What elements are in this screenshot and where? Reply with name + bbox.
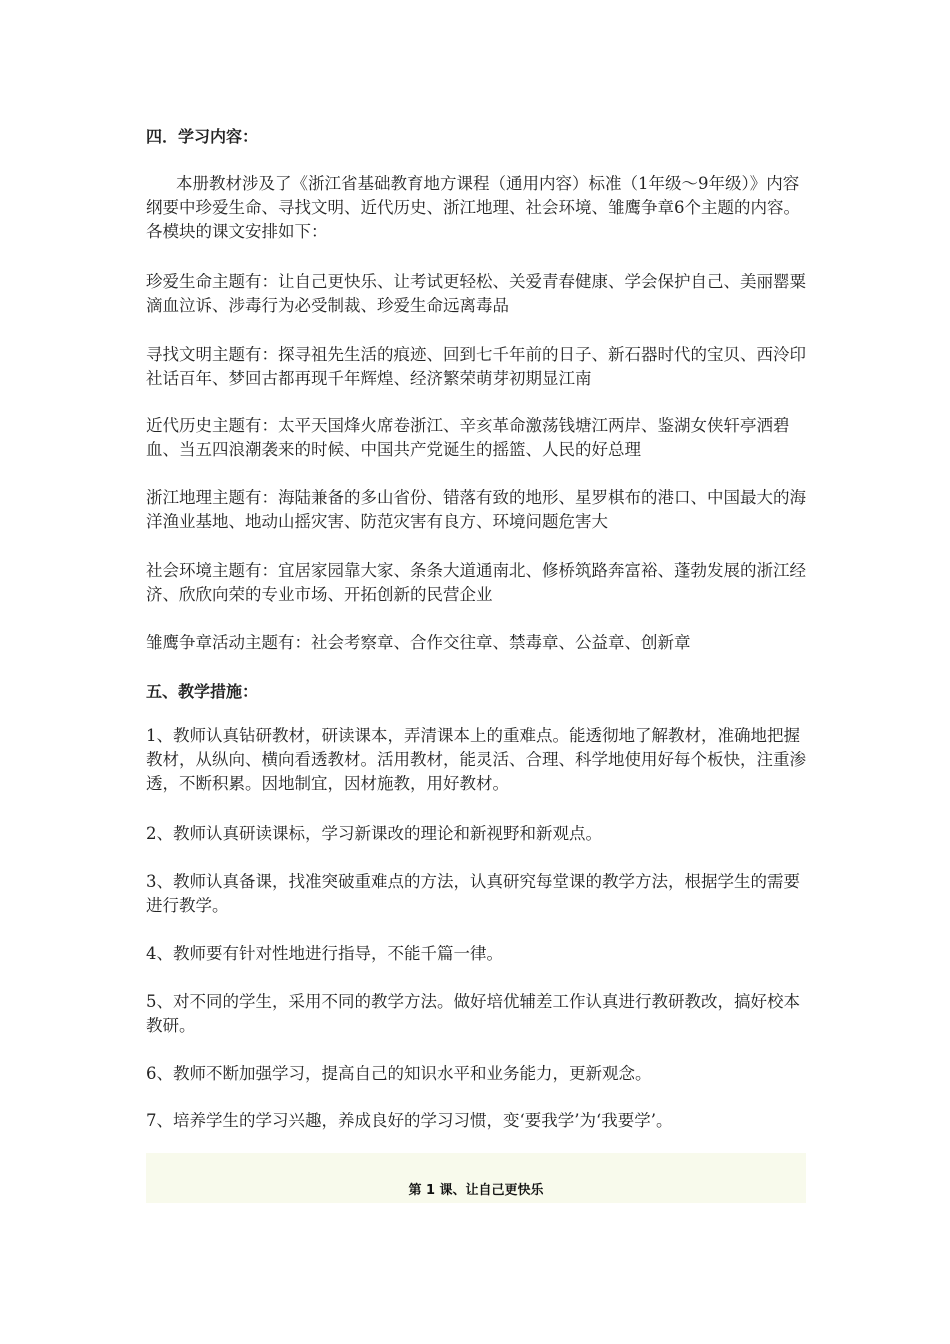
theme-paragraph-civilization: 寻找文明主题有：探寻祖先生活的痕迹、回到七千年前的日子、新石器时代的宝贝、西泠印社话百年、梦回古都再现千年辉煌、经济繁荣萌芽初期显江南 xyxy=(146,345,806,388)
theme-paragraph-social-environment: 社会环境主题有：宜居家园靠大家、条条大道通南北、修桥筑路奔富裕、蓬勃发展的浙江经济、欣欣向荣的专业市场、开拓创新的民营企业 xyxy=(146,561,806,604)
theme-paragraph-cherish-life: 珍爱生命主题有：让自己更快乐、让考试更轻松、关爱青春健康、学会保护自己、美丽罂粟滴血泣诉、涉毒行为必受制裁、珍爱生命远离毒品 xyxy=(146,272,806,315)
section-heading-teaching-measures: 五、教学措施： xyxy=(146,682,259,701)
measure-item-6: 6、教师不断加强学习，提高自己的知识水平和业务能力，更新观念。 xyxy=(146,1064,652,1083)
measure-item-3: 3、教师认真备课，找准突破重难点的方法，认真研究每堂课的教学方法，根据学生的需要进行教学。 xyxy=(146,872,800,915)
measure-item-7: 7、培养学生的学习兴趣，养成良好的学习习惯，变‘要我学’为‘我要学’。 xyxy=(146,1111,673,1130)
theme-paragraph-modern-history: 近代历史主题有：太平天国烽火席卷浙江、辛亥革命激荡钱塘江两岸、鉴湖女侠轩亭洒碧血、当五四浪潮袭来的时候、中国共产党诞生的摇篮、人民的好总理 xyxy=(146,416,790,459)
theme-paragraph-eagle-badges: 雏鹰争章活动主题有：社会考察章、合作交往章、禁毒章、公益章、创新章 xyxy=(146,633,691,652)
theme-paragraph-geography: 浙江地理主题有：海陆兼备的多山省份、错落有致的地形、星罗棋布的港口、中国最大的海洋渔业基地、地动山摇灾害、防范灾害有良方、环境问题危害大 xyxy=(146,488,806,531)
measure-item-4: 4、教师要有针对性地进行指导，不能千篇一律。 xyxy=(146,944,503,963)
measure-item-5: 5、对不同的学生，采用不同的教学方法。做好培优辅差工作认真进行教研教改，搞好校本教研。 xyxy=(146,992,800,1035)
section-heading-learning-content: 四．学习内容： xyxy=(146,127,259,146)
intro-paragraph: 本册教材涉及了《浙江省基础教育地方课程（通用内容）标准（1年级～9年级）》内容纲要中珍爱生命、寻找文明、近代历史、浙江地理、社会环境、雏鹰争章6个主题的内容。各模块的课文安排如下： xyxy=(146,174,800,241)
lesson-title-bar xyxy=(146,1153,806,1203)
measure-item-2: 2、教师认真研读课标，学习新课改的理论和新视野和新观点。 xyxy=(146,824,602,843)
lesson-title: 第 1 课、让自己更快乐 xyxy=(408,1183,544,1198)
measure-item-1: 1、教师认真钻研教材，研读课本，弄清课本上的重难点。能透彻地了解教材，准确地把握教材，从纵向、横向看透教材。活用教材，能灵活、合理、科学地使用好每个板快，注重渗透，不断积累。因地制宜，因材施教，用好教材。 xyxy=(146,726,806,793)
